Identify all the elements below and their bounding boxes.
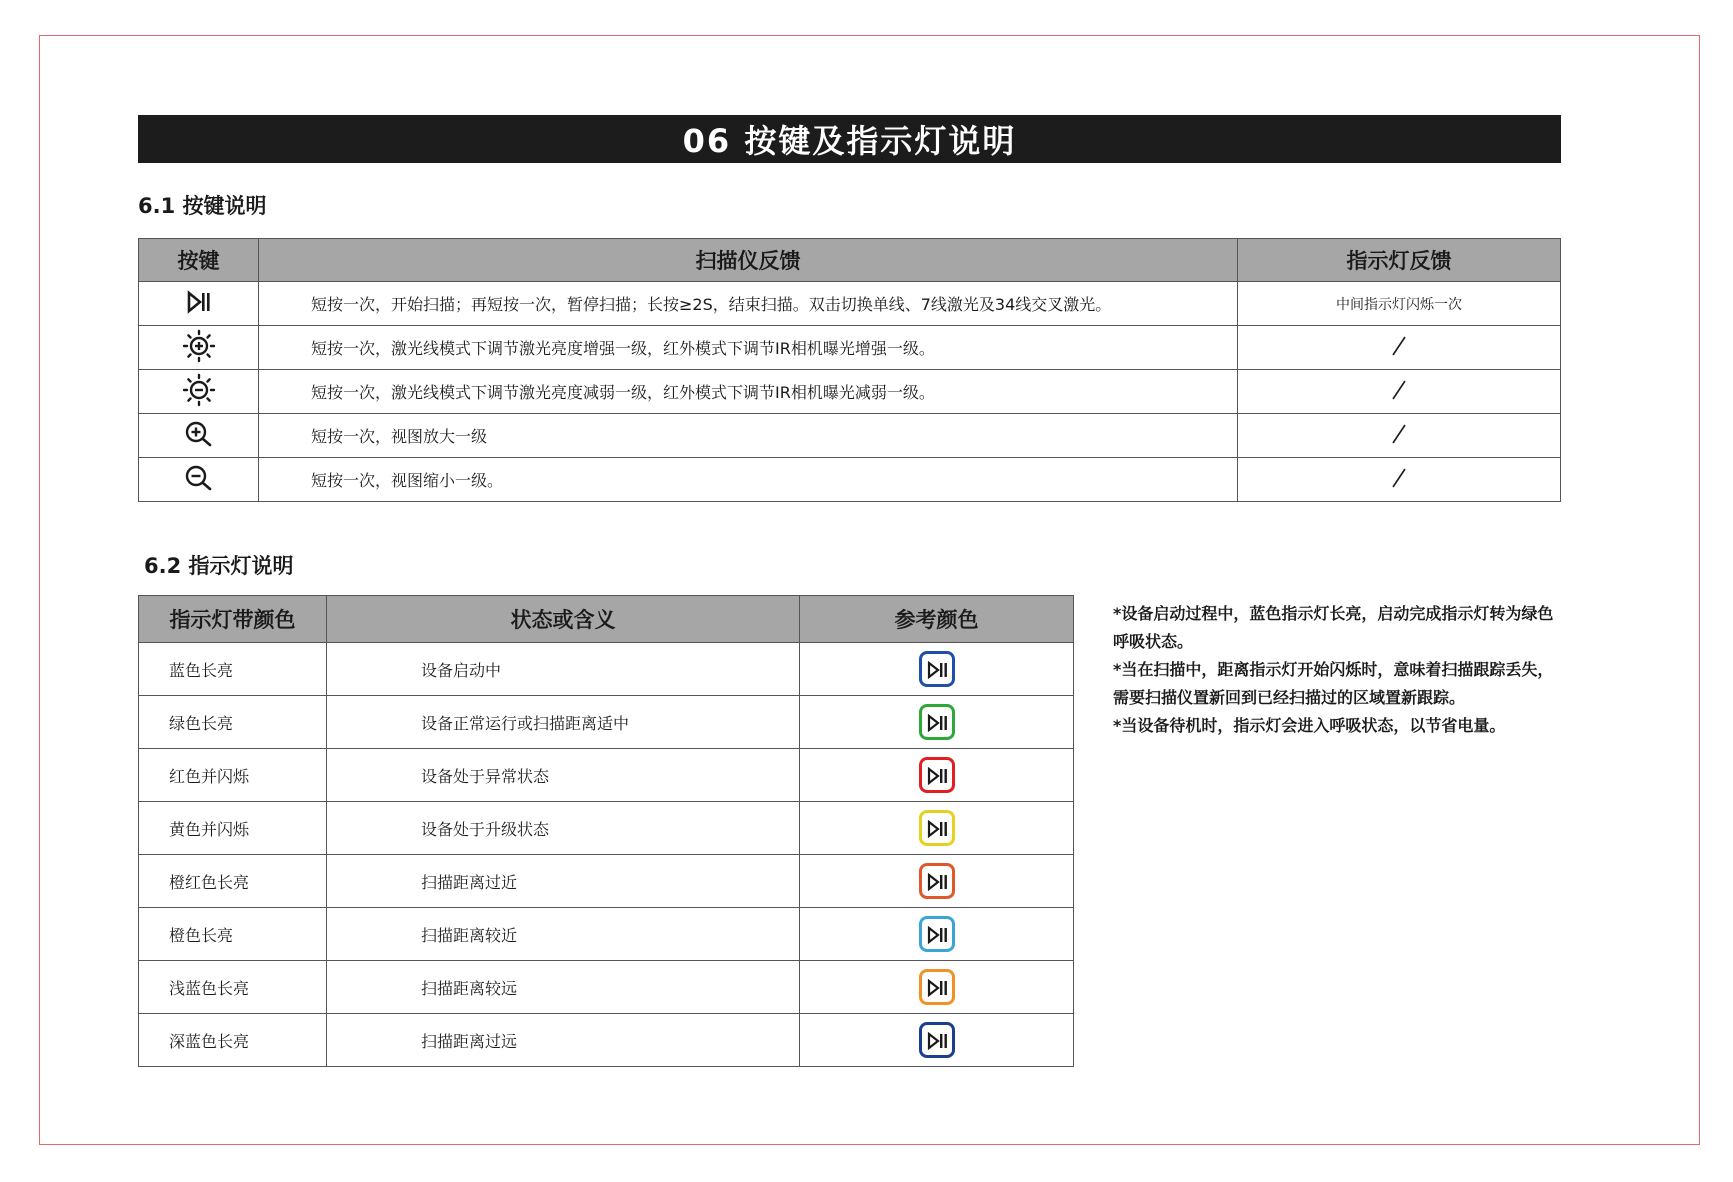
led-meaning: 扫描距离过近 xyxy=(327,855,800,908)
slash-icon xyxy=(1391,423,1407,449)
led-meaning: 扫描距离较远 xyxy=(327,961,800,1014)
play-pause-icon xyxy=(919,916,955,952)
scanner-feedback: 短按一次，激光线模式下调节激光亮度增强一级，红外模式下调节IR相机曝光增强一级。 xyxy=(259,326,1238,370)
led-color-name: 红色并闪烁 xyxy=(139,749,327,802)
led-feedback: 中间指示灯闪烁一次 xyxy=(1238,282,1561,326)
led-color-name: 绿色长亮 xyxy=(139,696,327,749)
slash-icon xyxy=(1391,335,1407,361)
header-scanner-feedback: 扫描仪反馈 xyxy=(259,239,1238,282)
table-row xyxy=(139,696,1074,749)
led-meaning: 扫描距离过远 xyxy=(327,1014,800,1067)
led-feedback xyxy=(1238,326,1561,370)
keys-table xyxy=(138,238,1561,502)
play-pause-icon xyxy=(186,290,212,318)
key-cell xyxy=(139,370,259,414)
ref-color-cell xyxy=(800,961,1074,1014)
led-color-name: 蓝色长亮 xyxy=(139,643,327,696)
play-pause-icon xyxy=(919,757,955,793)
key-cell xyxy=(139,458,259,502)
header-key: 按键 xyxy=(139,239,259,282)
table-row xyxy=(139,1014,1074,1067)
scanner-feedback: 短按一次，视图缩小一级。 xyxy=(259,458,1238,502)
table-row xyxy=(139,414,1561,458)
scanner-feedback: 短按一次，开始扫描；再短按一次，暂停扫描；长按≥2S，结束扫描。双击切换单线、7线激光及34线交叉激光。 xyxy=(259,282,1238,326)
header-meaning: 状态或含义 xyxy=(327,596,800,643)
slash-icon xyxy=(1391,467,1407,493)
play-pause-icon xyxy=(919,969,955,1005)
note-item: *当设备待机时，指示灯会进入呼吸状态，以节省电量。 xyxy=(1113,716,1506,735)
header-ref-color: 参考颜色 xyxy=(800,596,1074,643)
key-cell xyxy=(139,282,259,326)
section-heading-led: 6.2 指示灯说明 xyxy=(144,554,294,578)
play-pause-icon xyxy=(919,651,955,687)
led-color-name: 橙红色长亮 xyxy=(139,855,327,908)
ref-color-cell xyxy=(800,1014,1074,1067)
note-item: *当在扫描中，距离指示灯开始闪烁时，意味着扫描跟踪丢失，需要扫描仪置新回到已经扫描过的区域置新跟踪。 xyxy=(1113,660,1554,707)
ref-color-cell xyxy=(800,908,1074,961)
led-color-name: 深蓝色长亮 xyxy=(139,1014,327,1067)
table-row xyxy=(139,643,1074,696)
scanner-feedback: 短按一次，激光线模式下调节激光亮度减弱一级，红外模式下调节IR相机曝光减弱一级。 xyxy=(259,370,1238,414)
table-row xyxy=(139,855,1074,908)
led-feedback xyxy=(1238,414,1561,458)
led-meaning: 设备处于异常状态 xyxy=(327,749,800,802)
led-meaning: 设备正常运行或扫描距离适中 xyxy=(327,696,800,749)
table-row xyxy=(139,802,1074,855)
led-table xyxy=(138,595,1074,1067)
ref-color-cell xyxy=(800,696,1074,749)
table-row xyxy=(139,749,1074,802)
play-pause-icon xyxy=(919,863,955,899)
led-color-name: 黄色并闪烁 xyxy=(139,802,327,855)
ref-color-cell xyxy=(800,643,1074,696)
scanner-feedback: 短按一次，视图放大一级 xyxy=(259,414,1238,458)
note-item: *设备启动过程中，蓝色指示灯长亮，启动完成指示灯转为绿色呼吸状态。 xyxy=(1113,604,1554,651)
play-pause-icon xyxy=(919,704,955,740)
ref-color-cell xyxy=(800,855,1074,908)
led-feedback xyxy=(1238,370,1561,414)
page-title-text: 06 按键及指示灯说明 xyxy=(682,122,1017,160)
table-row xyxy=(139,908,1074,961)
section-heading-keys: 6.1 按键说明 xyxy=(138,194,267,218)
key-cell xyxy=(139,414,259,458)
ref-color-cell xyxy=(800,749,1074,802)
table-row xyxy=(139,961,1074,1014)
led-feedback xyxy=(1238,458,1561,502)
table-row xyxy=(139,458,1561,502)
slash-icon xyxy=(1391,379,1407,405)
led-meaning: 设备启动中 xyxy=(327,643,800,696)
led-table-header xyxy=(139,596,1074,643)
table-row xyxy=(139,370,1561,414)
key-cell xyxy=(139,326,259,370)
table-row xyxy=(139,326,1561,370)
header-led-color: 指示灯带颜色 xyxy=(139,596,327,643)
table-row xyxy=(139,282,1561,326)
page-title xyxy=(138,115,1561,163)
led-meaning: 设备处于升级状态 xyxy=(327,802,800,855)
led-meaning: 扫描距离较近 xyxy=(327,908,800,961)
keys-table-header xyxy=(139,239,1561,282)
ref-color-cell xyxy=(800,802,1074,855)
led-table-body xyxy=(139,643,1074,1067)
brightness-down-icon xyxy=(182,373,216,411)
zoom-out-icon xyxy=(183,463,215,497)
brightness-up-icon xyxy=(182,329,216,367)
play-pause-icon xyxy=(919,810,955,846)
header-led-feedback: 指示灯反馈 xyxy=(1238,239,1561,282)
play-pause-icon xyxy=(919,1022,955,1058)
led-color-name: 橙色长亮 xyxy=(139,908,327,961)
notes xyxy=(1113,600,1563,740)
led-color-name: 浅蓝色长亮 xyxy=(139,961,327,1014)
zoom-in-icon xyxy=(183,419,215,453)
